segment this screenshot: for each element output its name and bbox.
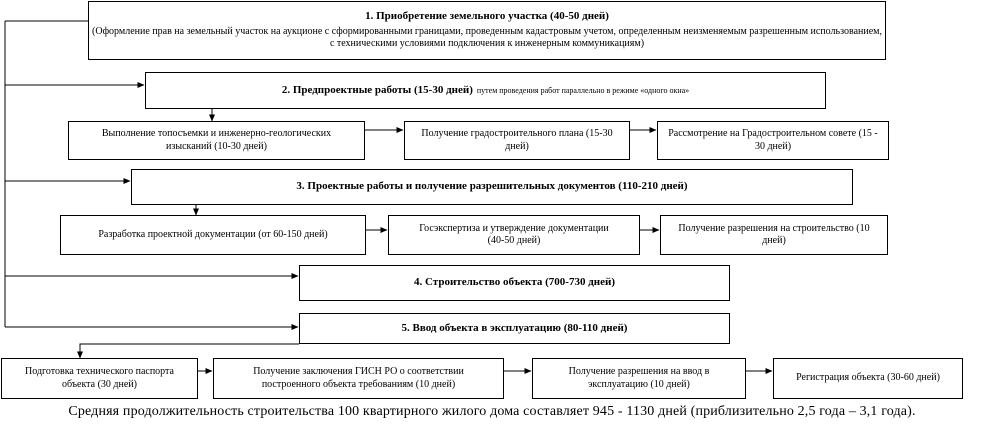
stage-3-step-1: Разработка проектной документации (от 60-150 дней) xyxy=(60,215,366,255)
stage-1-description: (Оформление прав на земельный участок на аукционе с сформированными границами, проведенным кадастровым учетом, определенным неизменяемым разрешенным использованием, с техническими условиями подключения к инженерным коммуникациям) xyxy=(92,25,882,50)
stage-3-box: 3. Проектные работы и получение разрешительных документов (110-210 дней) xyxy=(131,169,853,205)
stage-3-step-2: Госэкспертиза и утверждение документации (40-50 дней) xyxy=(388,215,640,255)
footer-summary: Средняя продолжительность строительства 100 квартирного жилого дома составляет 945 - 1130 дней (приблизительно 2,5 года – 3,1 года). xyxy=(68,404,916,419)
stage-5-box: 5. Ввод объекта в эксплуатацию (80-110 дней) xyxy=(299,313,730,344)
stage-2-tail: путем проведения работ параллельно в режиме «одного окна» xyxy=(476,85,690,95)
stage-2-box xyxy=(145,72,826,109)
stage-4-box: 4. Строительство объекта (700-730 дней) xyxy=(299,265,730,301)
arrow-stage5-to-step1 xyxy=(80,344,299,358)
stage-5-step-3: Получение разрешения на ввод в эксплуатацию (10 дней) xyxy=(532,358,746,399)
stage-2-title: 2. Предпроектные работы (15-30 дней) xyxy=(281,83,473,96)
stage-1-title: 1. Приобретение земельного участка (40-50 дней) xyxy=(365,10,609,23)
stage-3-step-3: Получение разрешения на строительство (10 дней) xyxy=(660,215,888,255)
stage-5-step-1: Подготовка технического паспорта объекта (30 дней) xyxy=(1,358,198,399)
stage-2-step-2: Получение градостроительного плана (15-30 дней) xyxy=(404,121,630,160)
stage-2-step-1: Выполнение топосъемки и инженерно-геологических изысканий (10-30 дней) xyxy=(68,121,365,160)
stage-1-box xyxy=(88,1,886,60)
stage-2-step-3: Рассмотрение на Градостроительном совете (15 - 30 дней) xyxy=(657,121,889,160)
stage-5-step-4: Регистрация объекта (30-60 дней) xyxy=(773,358,963,399)
stage-5-step-2: Получение заключения ГИСН РО о соответствии построенного объекта требованиям (10 дней) xyxy=(213,358,504,399)
